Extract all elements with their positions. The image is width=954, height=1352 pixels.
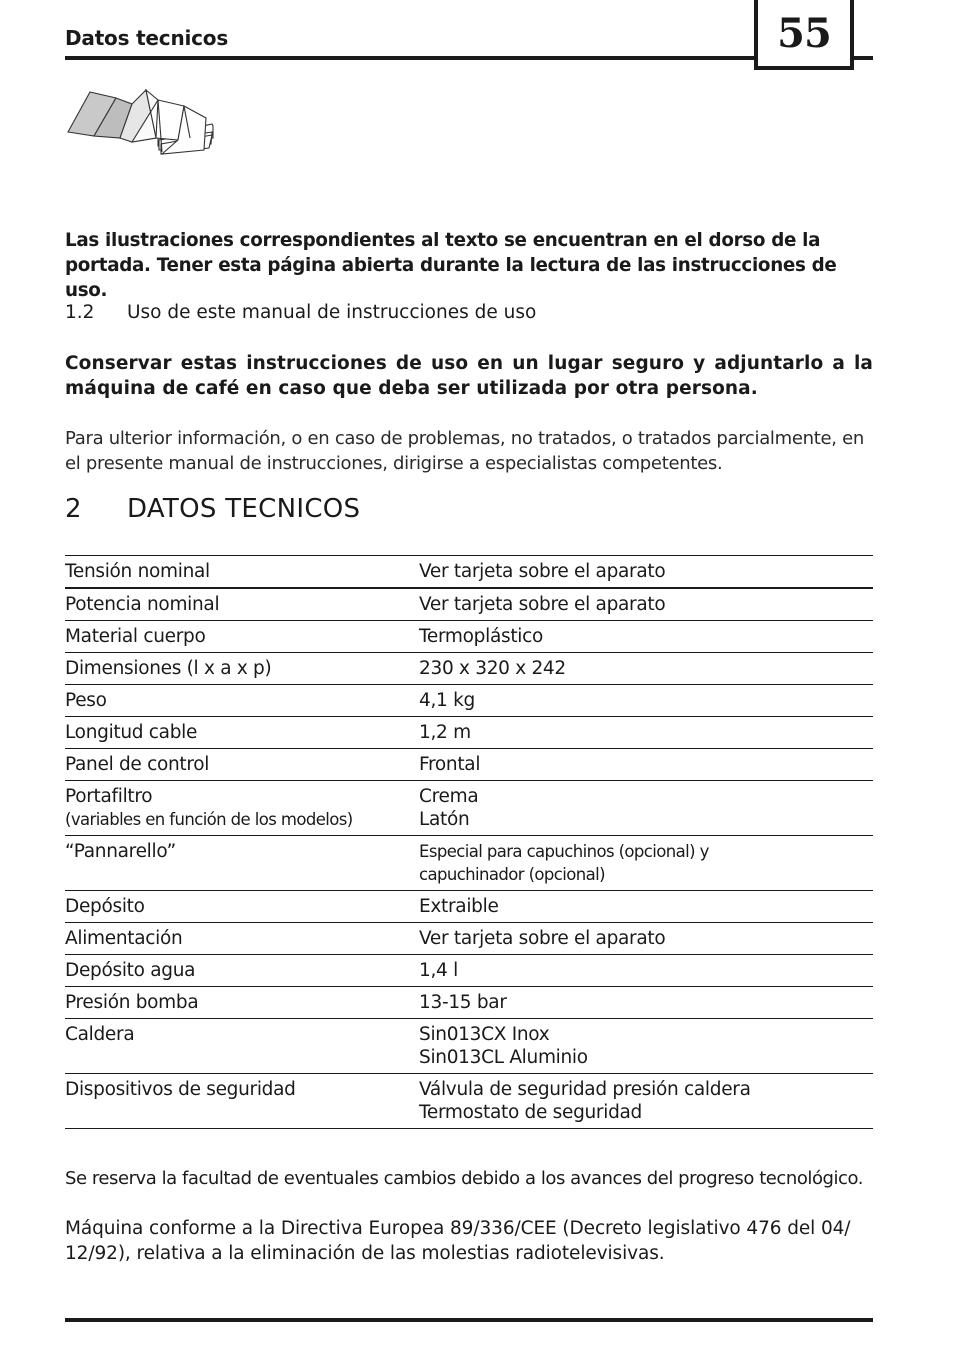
- table-row: [65, 891, 873, 923]
- spec-label: Panel de control: [65, 749, 419, 781]
- spec-value: Sin013CL Aluminio: [419, 1047, 588, 1068]
- table-row: [65, 1074, 873, 1129]
- table-row: [65, 1019, 873, 1074]
- spec-value: Crema: [419, 786, 479, 807]
- page-number-box: [754, 0, 854, 70]
- directive-note: Máquina conforme a la Directiva Europea 89/336/CEE (Decreto legislativo 476 del 04/ 12/92), relativa a la eliminación de las molestias radiotelevisivas.: [65, 1218, 851, 1264]
- spec-value: 230 x 320 x 242: [419, 653, 873, 685]
- open-manual-icon: [66, 88, 216, 172]
- table-row: [65, 717, 873, 749]
- keep-instructions-text: Conservar estas instrucciones de uso en un lugar seguro y adjuntarlo a la máquina de café en caso que deba ser utilizada por otra persona.: [65, 353, 873, 399]
- section-title: DATOS TECNICOS: [127, 494, 361, 524]
- spec-label: Depósito: [65, 891, 419, 923]
- spec-value-cell: [419, 781, 873, 836]
- further-info-text: Para ulterior información, o en caso de problemas, no tratados, o tratados parcialmente, en el presente manual de instrucciones, dirigirse a especialistas competentes.: [65, 428, 864, 474]
- spec-value: Ver tarjeta sobre el aparato: [419, 556, 873, 589]
- intro-text: Las ilustraciones correspondientes al texto se encuentran en el dorso de la portada. Tener esta página abierta durante la lectura de las instrucciones de uso.: [65, 230, 837, 301]
- table-row: [65, 955, 873, 987]
- table-row: [65, 588, 873, 621]
- spec-value: 1,2 m: [419, 717, 873, 749]
- spec-value: Extraible: [419, 891, 873, 923]
- spec-value: Ver tarjeta sobre el aparato: [419, 923, 873, 955]
- spec-value: 13-15 bar: [419, 987, 873, 1019]
- section-title: Uso de este manual de instrucciones de uso: [127, 302, 537, 323]
- spec-label: “Pannarello”: [65, 836, 419, 891]
- spec-value-cell: [419, 1074, 873, 1129]
- spec-value: 4,1 kg: [419, 685, 873, 717]
- section-1-2-heading: [65, 300, 873, 325]
- spec-value: Latón: [419, 809, 470, 830]
- table-row: [65, 749, 873, 781]
- table-row: [65, 653, 873, 685]
- table-row: [65, 556, 873, 589]
- spec-value: Válvula de seguridad presión caldera: [419, 1079, 751, 1100]
- spec-label: Peso: [65, 685, 419, 717]
- spec-value-cell: [419, 836, 873, 891]
- table-row: [65, 923, 873, 955]
- spec-value-cell: [419, 1019, 873, 1074]
- spec-label: Alimentación: [65, 923, 419, 955]
- spec-value: Ver tarjeta sobre el aparato: [419, 588, 873, 621]
- spec-label-cell: [65, 781, 419, 836]
- header-title: Datos tecnicos: [65, 26, 229, 50]
- spec-label: Dimensiones (l x a x p): [65, 653, 419, 685]
- reserve-note: Se reserva la facultad de eventuales cambios debido a los avances del progreso tecnológico.: [65, 1168, 864, 1189]
- spec-value: Termoplástico: [419, 621, 873, 653]
- spec-label: Portafiltro: [65, 786, 153, 807]
- spec-label: Longitud cable: [65, 717, 419, 749]
- spec-label: Depósito agua: [65, 955, 419, 987]
- spec-label: Caldera: [65, 1019, 419, 1074]
- spec-label-note: (variables en función de los modelos): [65, 810, 353, 829]
- spec-value: Sin013CX Inox: [419, 1024, 550, 1045]
- spec-value: Frontal: [419, 749, 873, 781]
- spec-label: Material cuerpo: [65, 621, 419, 653]
- spec-label: Presión bomba: [65, 987, 419, 1019]
- table-row: [65, 987, 873, 1019]
- spec-label: Dispositivos de seguridad: [65, 1074, 419, 1129]
- table-row: [65, 781, 873, 836]
- section-number: 1.2: [65, 302, 95, 323]
- spec-value: Termostato de seguridad: [419, 1102, 643, 1123]
- page-number: 55: [777, 9, 831, 57]
- section-number: 2: [65, 494, 82, 524]
- table-row: [65, 621, 873, 653]
- specs-table: [65, 555, 873, 1129]
- spec-value: capuchinador (opcional): [419, 865, 605, 884]
- section-2-heading: [65, 494, 360, 524]
- spec-label: Tensión nominal: [65, 556, 419, 589]
- spec-value: 1,4 l: [419, 955, 873, 987]
- header-rule: [65, 56, 873, 60]
- spec-label: Potencia nominal: [65, 588, 419, 621]
- table-row: [65, 836, 873, 891]
- spec-value: Especial para capuchinos (opcional) y: [419, 842, 709, 861]
- table-row: [65, 685, 873, 717]
- footer-rule: [65, 1318, 873, 1322]
